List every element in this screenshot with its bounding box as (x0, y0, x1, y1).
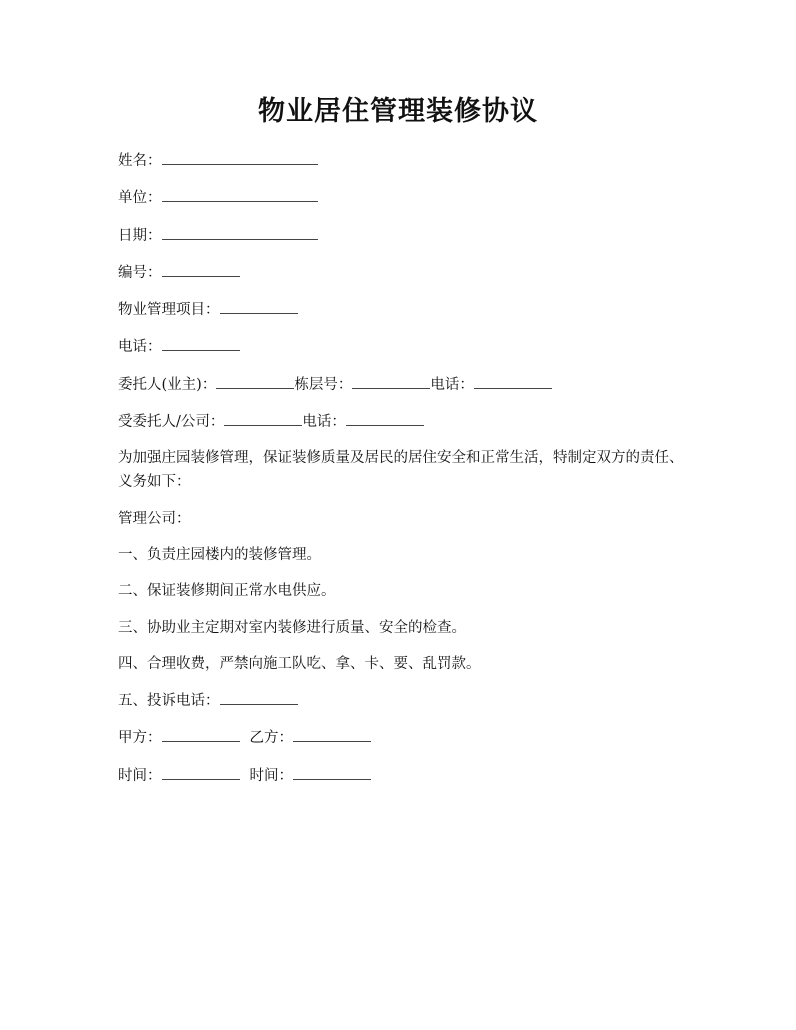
client-phone-blank[interactable] (474, 372, 552, 389)
document-body (118, 148, 688, 800)
building-blank[interactable] (352, 372, 430, 389)
list-item: 三、协助业主定期对室内装修进行质量、安全的检查。 (118, 619, 466, 636)
name-field-row (118, 148, 688, 173)
list-item: 二、保证装修期间正常水电供应。 (118, 583, 336, 600)
complaint-row (118, 688, 688, 713)
trustee-row (118, 409, 688, 434)
time-b-label: 时间： (249, 767, 293, 784)
section-heading: 管理公司： (118, 510, 191, 527)
unit-label: 单位： (118, 190, 162, 207)
date-blank[interactable] (162, 223, 318, 240)
client-phone-label: 电话： (430, 376, 474, 393)
time-a-blank[interactable] (162, 763, 240, 780)
time-b-blank[interactable] (293, 763, 371, 780)
number-label: 编号： (118, 264, 162, 281)
project-label: 物业管理项目： (118, 302, 220, 319)
list-item: 一、负责庄园楼内的装修管理。 (118, 546, 321, 563)
document-title: 物业居住管理装修协议 (258, 96, 538, 127)
client-row (118, 372, 688, 397)
client-blank[interactable] (216, 372, 294, 389)
list-item: 四、合理收费，严禁向施工队吃、拿、卡、要、乱罚款。 (118, 655, 481, 672)
trustee-phone-blank[interactable] (346, 409, 424, 426)
party-a-blank[interactable] (162, 725, 240, 742)
time-a-label: 时间： (118, 767, 162, 784)
complaint-label: 五、投诉电话： (118, 693, 220, 710)
intro-paragraph: 为加强庄园装修管理，保证装修质量及居民的居住安全和正常生活，特制定双方的责任、义务如下： (118, 450, 684, 491)
trustee-label: 受委托人/公司： (118, 414, 225, 431)
phone-field-row (118, 334, 688, 359)
trustee-blank[interactable] (224, 409, 302, 426)
project-blank[interactable] (220, 297, 298, 314)
phone-blank[interactable] (162, 334, 240, 351)
project-field-row (118, 297, 688, 322)
name-label: 姓名： (118, 153, 162, 169)
number-field-row (118, 260, 688, 285)
party-b-label: 乙方： (249, 730, 293, 747)
time-row (118, 763, 688, 788)
unit-blank[interactable] (162, 185, 318, 202)
date-label: 日期： (118, 227, 162, 244)
party-a-label: 甲方： (118, 730, 162, 747)
party-b-blank[interactable] (293, 725, 371, 742)
name-blank[interactable] (162, 148, 318, 165)
number-blank[interactable] (162, 260, 240, 277)
parties-row (118, 725, 688, 750)
client-label: 委托人(业主)： (118, 376, 217, 393)
building-label: 栋层号： (294, 376, 353, 393)
date-field-row (118, 223, 688, 248)
unit-field-row (118, 185, 688, 210)
complaint-blank[interactable] (220, 688, 298, 705)
phone-label: 电话： (118, 339, 162, 356)
trustee-phone-label: 电话： (302, 414, 346, 431)
